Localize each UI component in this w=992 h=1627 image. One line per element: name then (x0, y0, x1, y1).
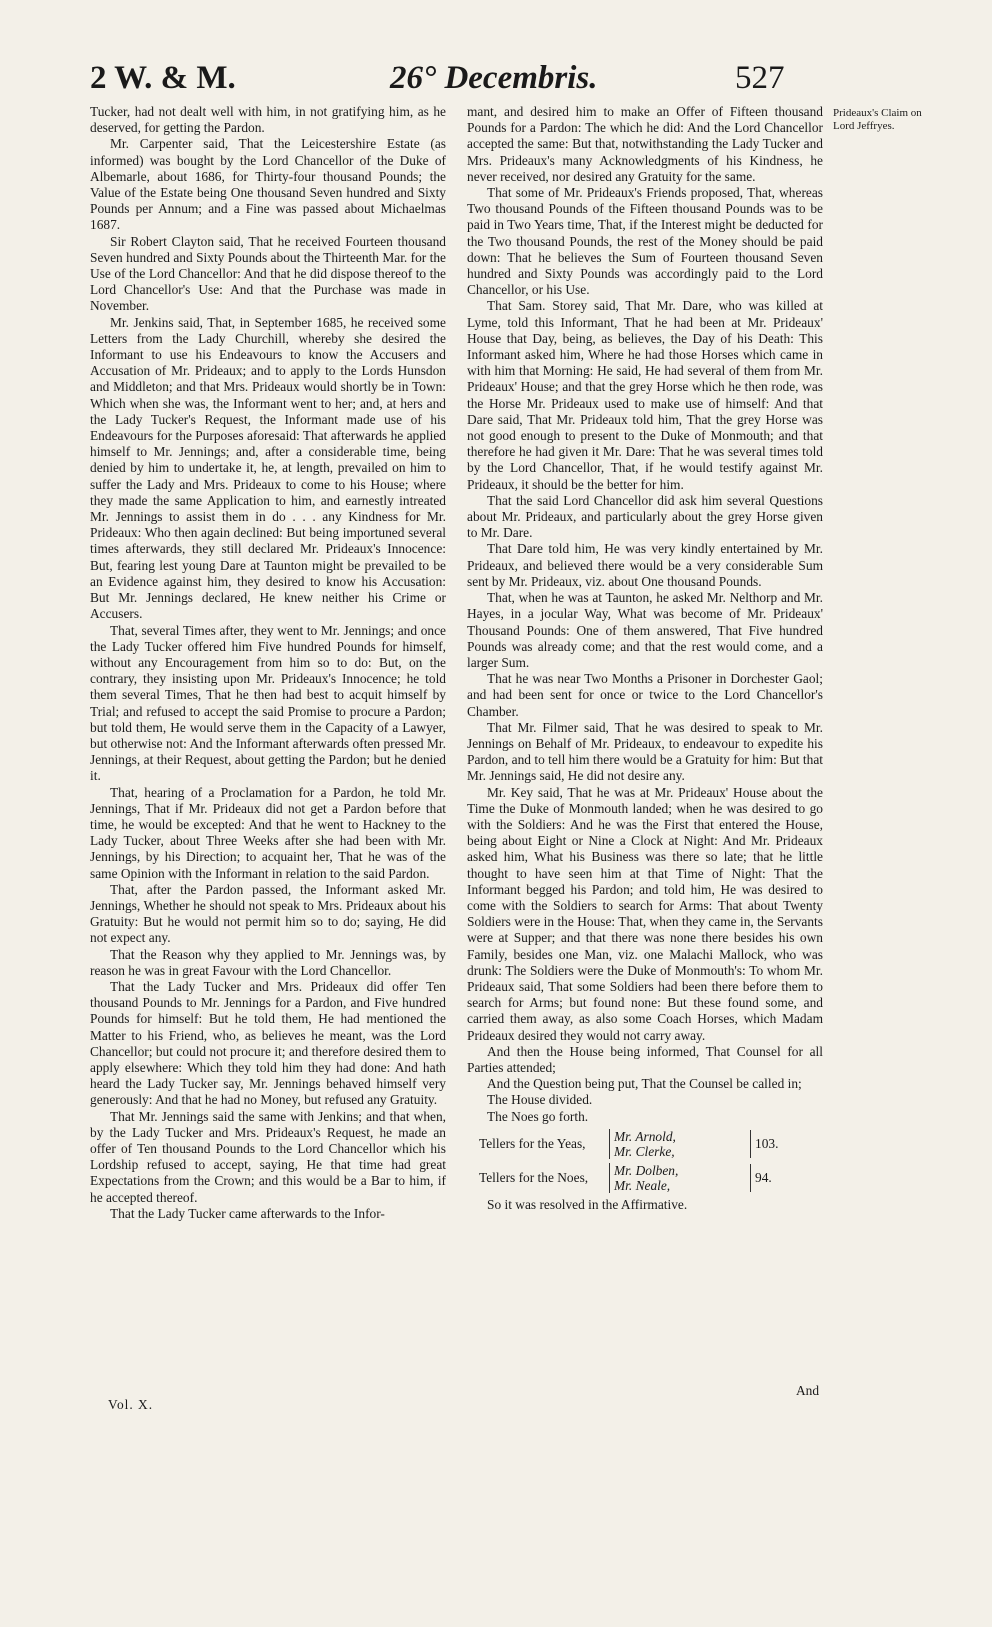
page-number: 527 (735, 60, 785, 96)
paragraph: Sir Robert Clayton said, That he received Fourteen thousand Seven hundred and Sixty Pounds about the Thirteenth Mar. for the Use of the Lord Chancellor: And that he did dispose thereof to the Lord Chancellor's Use: And that the Purchase was made in November. (90, 233, 446, 314)
teller-name: Mr. Neale, (614, 1177, 671, 1193)
margin-note: Prideaux's Claim on Lord Jeffryes. (833, 107, 922, 132)
vote-noes-forth: The Noes go forth. (487, 1108, 589, 1124)
paragraph: That Mr. Filmer said, That he was desired to speak to Mr. Jennings on Behalf of Mr. Prideaux, to endeavour to expedite his Pardon, and to tell him there would be a Gratuity for him: But that Mr. Jennings said, He did not desire any. (467, 719, 823, 784)
paragraph: That the said Lord Chancellor did ask him several Questions about Mr. Prideaux, and particularly about the grey Horse given to Mr. Dare. (467, 492, 823, 541)
paragraph: That, when he was at Taunton, he asked Mr. Nelthorp and Mr. Hayes, in a jocular Way, What was become of Mr. Prideaux' Thousand Pounds: One of them answered, That Five hundred Pounds was already come; and that the rest would come, and a larger Sum. (467, 590, 823, 670)
teller-name: Mr. Dolben, (614, 1162, 679, 1178)
tellers-yeas-count: 103. (750, 1130, 778, 1158)
paragraph: mant, and desired him to make an Offer of Fifteen thousand Pounds for a Pardon: The which he did: And the Lord Chancellor accepted the same: But that, notwithstanding the Lady Tucker and Mrs. Prideaux's many Acknowledgments of his Kindness, he never received, nor desired any Gratuity for the same. (467, 104, 823, 184)
paragraph: That some of Mr. Prideaux's Friends proposed, That, whereas Two thousand Pounds of the Fifteen thousand Pounds was to be paid in Two Years time, That, if the Interest might be deducted for the Two thousand Pounds, the rest of the Money should be paid down: That he believes the Sum of Fourteen thousand Seven hundred and Sixty Pounds was accordingly paid to the Lord Chancellor, or his Use. (467, 185, 823, 298)
paragraph: That Sam. Storey said, That Mr. Dare, who was killed at Lyme, told this Informant, That he had been at Mr. Prideaux' House that Day, being, as believes, the Day of his Death: This Informant asked him, Where he had those Horses which came in with him that Morning: He said, He had several of them from Mr. Prideaux' House; and that the grey Horse which he then rode, was the Horse Mr. Prideaux used to make use of himself: And that Dare said, That Mr. Prideaux told him, That the grey Horse was not good enough to present to the Duke of Monmouth; and that therefore he had given it Mr. Dare: That he was several times told by the Lord Chancellor, That, if he would testify against Mr. Prideaux, it should be the better for him. (467, 298, 823, 492)
tellers-yeas (479, 1129, 823, 1159)
vote-result: So it was resolved in the Affirmative. (487, 1196, 688, 1212)
right-column (467, 104, 823, 1404)
teller-name: Mr. Arnold, (614, 1128, 676, 1144)
paragraph: That Mr. Jennings said the same with Jenkins; and that when, by the Lady Tucker and Mrs. Prideaux's Request, he made an offer of Ten thousand Pounds to the Lord Chancellor which his Lordship refused to accept, saying, He that time had great Expectations from the Crown; and this would be a Bar to him, if he accepted thereof. (90, 1108, 446, 1205)
tellers-noes-label: Tellers for the Noes, (479, 1169, 589, 1185)
paragraph: That the Lady Tucker and Mrs. Prideaux did offer Ten thousand Pounds to Mr. Jennings for a Pardon, and Five hundred Pounds for himself: But he told them, He had mentioned the Matter to his Friend, who, as believes he meant, was the Lord Chancellor; but could not procure it; and therefore desired them to apply elsewhere: Which they told him they had done: And hath heard the Lady Tucker say, Mr. Jennings behaved himself very generously: And that he had no Money, but refused any Gratuity. (90, 978, 446, 1108)
paragraph: That he was near Two Months a Prisoner in Dorchester Gaol; and had been sent for once or twice to the Lord Chancellor's Chamber. (467, 671, 823, 719)
paragraph: That, after the Pardon passed, the Informant asked Mr. Jennings, Whether he should not speak to Mrs. Prideaux about his Gratuity: But he would not permit him so to do; saying, He did not expect any. (90, 881, 446, 946)
paragraph: That, hearing of a Proclamation for a Pardon, he told Mr. Jennings, That if Mr. Prideaux did not get a Pardon before that time, he would be excepted: And that he went to Hackney to the Lady Tucker, about Three Weeks after she had been with Mr. Jennings, by his Direction; to acquaint her, That he was of the same Opinion with the Informant in relation to the said Pardon. (90, 784, 446, 881)
tellers-yeas-names (609, 1129, 734, 1159)
paragraph: Tucker, had not dealt well with him, in not gratifying him, as he deserved, for getting the Pardon. (90, 104, 446, 136)
left-column (90, 104, 446, 1404)
header-date: 26° Decembris. (390, 60, 598, 96)
paragraph: That the Reason why they applied to Mr. Jennings was, by reason he was in great Favour with the Lord Chancellor. (90, 946, 446, 978)
teller-name: Mr. Clerke, (614, 1143, 675, 1159)
tellers-noes-count: 94. (750, 1164, 772, 1192)
paragraph: That Dare told him, He was very kindly entertained by Mr. Prideaux, and believed there would be a very considerable Sum sent by Mr. Prideaux, viz. about One thousand Pounds. (467, 541, 823, 589)
header-regnal-year: 2 W. & M. (90, 60, 236, 96)
paragraph: Mr. Key said, That he was at Mr. Prideaux' House about the Time the Duke of Monmouth landed; when he was desired to go with the Soldiers: And he was the First that entered the House, being about Eight or Nine a Clock at Night: And Mr. Prideaux asked him, What his Business was there so late; that he little thought to have seen him at that Time of Night: That the Informant begged his Pardon; and told him, He was desired to come with the Soldiers to search for Arms: That about Twenty Soldiers were in the House: That, when they came in, the Servants were at Supper; and that there was none there besides his own Family, besides one Man, viz. one Malachi Mallock, who was drunk: The Soldiers were the Duke of Monmouth's: To whom Mr. Prideaux said, That some Soldiers had been there before them to search for Arms; but found none: But these found some, and carried them away, as also some Coach Horses, which Madam Prideaux desired they would not carry away. (467, 784, 823, 1043)
vote-divided: The House divided. (487, 1092, 593, 1108)
volume-signature: Vol. X. (108, 1397, 154, 1412)
tellers-noes-names (609, 1163, 734, 1193)
catchword: And (796, 1383, 820, 1398)
tellers-yeas-label: Tellers for the Yeas, (479, 1135, 586, 1151)
paragraph: And then the House being informed, That Counsel for all Parties attended; (467, 1043, 823, 1075)
paragraph: Mr. Jenkins said, That, in September 1685, he received some Letters from the Lady Churchill, whereby she desired the Informant to use his Endeavours to know the Accusers and Accusation of Mr. Prideaux; and to apply to the Lords Hunsdon and Middleton; and that Mrs. Prideaux would shortly be in Town: Which when she was, the Informant went to her; and, at hers and the Lady Tucker's Request, the Informant made use of his Endeavours for the Purposes aforesaid: That afterwards he applied himself to Mr. Jennings; and, after a considerable time, being denied by him to undertake it, he, at length, prevailed on him to suffer the Lady and Mrs. Prideaux to come to his House; where they made the same Application to him, and earnestly intreated Mr. Jennings to assist them in do . . . any Kindness for Mr. Prideaux: Who then again declined: But being importuned several times afterwards, they still declared Mr. Prideaux's Innocence: But, fearing lest young Dare at Taunton might be prevailed to be an Evidence against him, they desired to know his Accusation: But Mr. Jennings declared, He knew neither his Crime or Accusers. (90, 314, 446, 622)
paragraph: And the Question being put, That the Counsel be called in; (487, 1076, 802, 1092)
paragraph: That the Lady Tucker came afterwards to the Infor- (110, 1205, 385, 1221)
paragraph: Mr. Carpenter said, That the Leicestershire Estate (as informed) was bought by the Lord Chancellor of the Duke of Albemarle, about 1686, for Thirty-four thousand Pounds; the Value of the Estate being One thousand Seven hundred and Sixty Pounds per Annum; and a Fine was passed about Michaelmas 1687. (90, 136, 446, 233)
paragraph: That, several Times after, they went to Mr. Jennings; and once the Lady Tucker offered him Five hundred Pounds for himself, without any Encouragement from him so to do: But, on the contrary, they insisting upon Mr. Prideaux's Innocence; he told them several Times, That he then had best to acquit himself by Trial; and refused to accept the said Promise to procure a Pardon; but told them, He would serve them in the Capacity of a Lawyer, but otherwise not: And the Informant afterwards often pressed Mr. Jennings, at their Request, about getting the Pardon; but he denied it. (90, 622, 446, 784)
tellers-noes (479, 1163, 823, 1193)
